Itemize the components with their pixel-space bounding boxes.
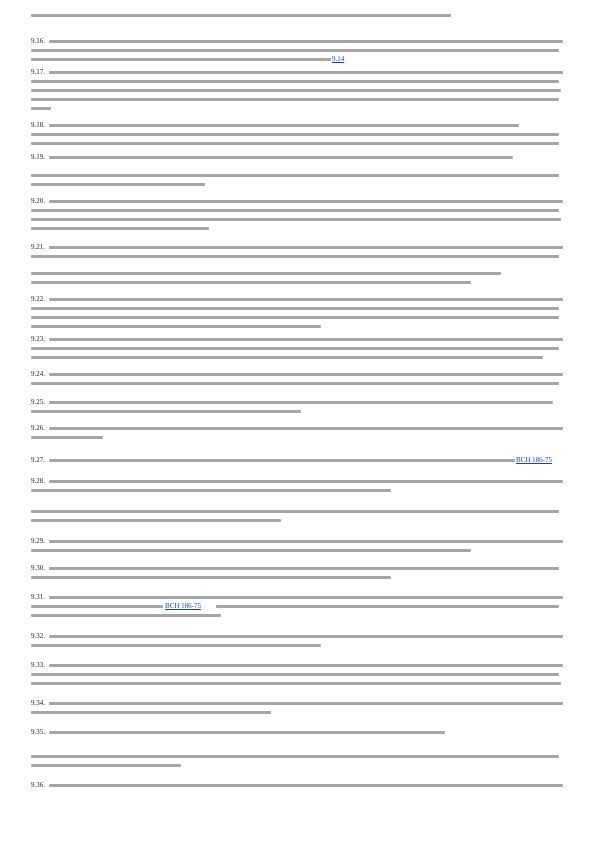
paragraph-number: 9.26.: [31, 424, 45, 432]
link-vsn-186-75[interactable]: ВСН 186-75: [165, 602, 201, 610]
paragraph-9-32: [31, 632, 563, 653]
paragraph-9-16: [31, 37, 563, 67]
paragraph-9-28: [31, 477, 563, 498]
paragraph-number: 9.25.: [31, 398, 45, 406]
paragraph-number: 9.33.: [31, 661, 45, 669]
paragraph-number: 9.28.: [31, 477, 45, 485]
paragraph-9-27: [31, 456, 563, 468]
paragraph-9-30: [31, 564, 563, 585]
paragraph-9-25: [31, 398, 563, 419]
paragraph-number: 9.35.: [31, 728, 45, 736]
paragraph-9-24: [31, 370, 563, 391]
paragraph-9-29: [31, 537, 563, 558]
paragraph-number: 9.18.: [31, 121, 45, 129]
paragraph-9-23: [31, 335, 563, 365]
paragraph-9-28-continued: [31, 510, 563, 528]
paragraph-9-19-continued: [31, 174, 563, 192]
paragraph-number: 9.22.: [31, 295, 45, 303]
paragraph-intro: [31, 14, 563, 23]
paragraph-9-31: [31, 593, 563, 623]
paragraph-9-21-continued: [31, 272, 563, 290]
paragraph-number: 9.27.: [31, 456, 45, 464]
paragraph-9-34: [31, 699, 563, 720]
paragraph-number: 9.19.: [31, 153, 45, 161]
paragraph-number: 9.24.: [31, 370, 45, 378]
paragraph-number: 9.29.: [31, 537, 45, 545]
paragraph-9-33: [31, 661, 563, 691]
paragraph-9-19: [31, 153, 563, 165]
paragraph-number: 9.32.: [31, 632, 45, 640]
paragraph-number: 9.17.: [31, 68, 45, 76]
paragraph-number: 9.36.: [31, 781, 45, 789]
paragraph-9-20: [31, 197, 563, 236]
paragraph-9-35: [31, 728, 563, 740]
paragraph-9-21: [31, 243, 563, 264]
link-vsn-186-75[interactable]: ВСН 186-75: [516, 456, 552, 464]
paragraph-number: 9.23.: [31, 335, 45, 343]
paragraph-9-22: [31, 295, 563, 334]
paragraph-number: 9.21.: [31, 243, 45, 251]
paragraph-9-36: [31, 781, 563, 793]
paragraph-9-17: [31, 68, 563, 116]
link-9-14[interactable]: 9.14: [332, 55, 345, 63]
paragraph-number: 9.31.: [31, 593, 45, 601]
paragraph-9-18: [31, 121, 563, 151]
paragraph-number: 9.34.: [31, 699, 45, 707]
paragraph-number: 9.20.: [31, 197, 45, 205]
paragraph-9-26: [31, 424, 563, 445]
paragraph-number: 9.30.: [31, 564, 45, 572]
paragraph-number: 9.16.: [31, 37, 45, 45]
paragraph-9-35-continued: [31, 755, 563, 773]
